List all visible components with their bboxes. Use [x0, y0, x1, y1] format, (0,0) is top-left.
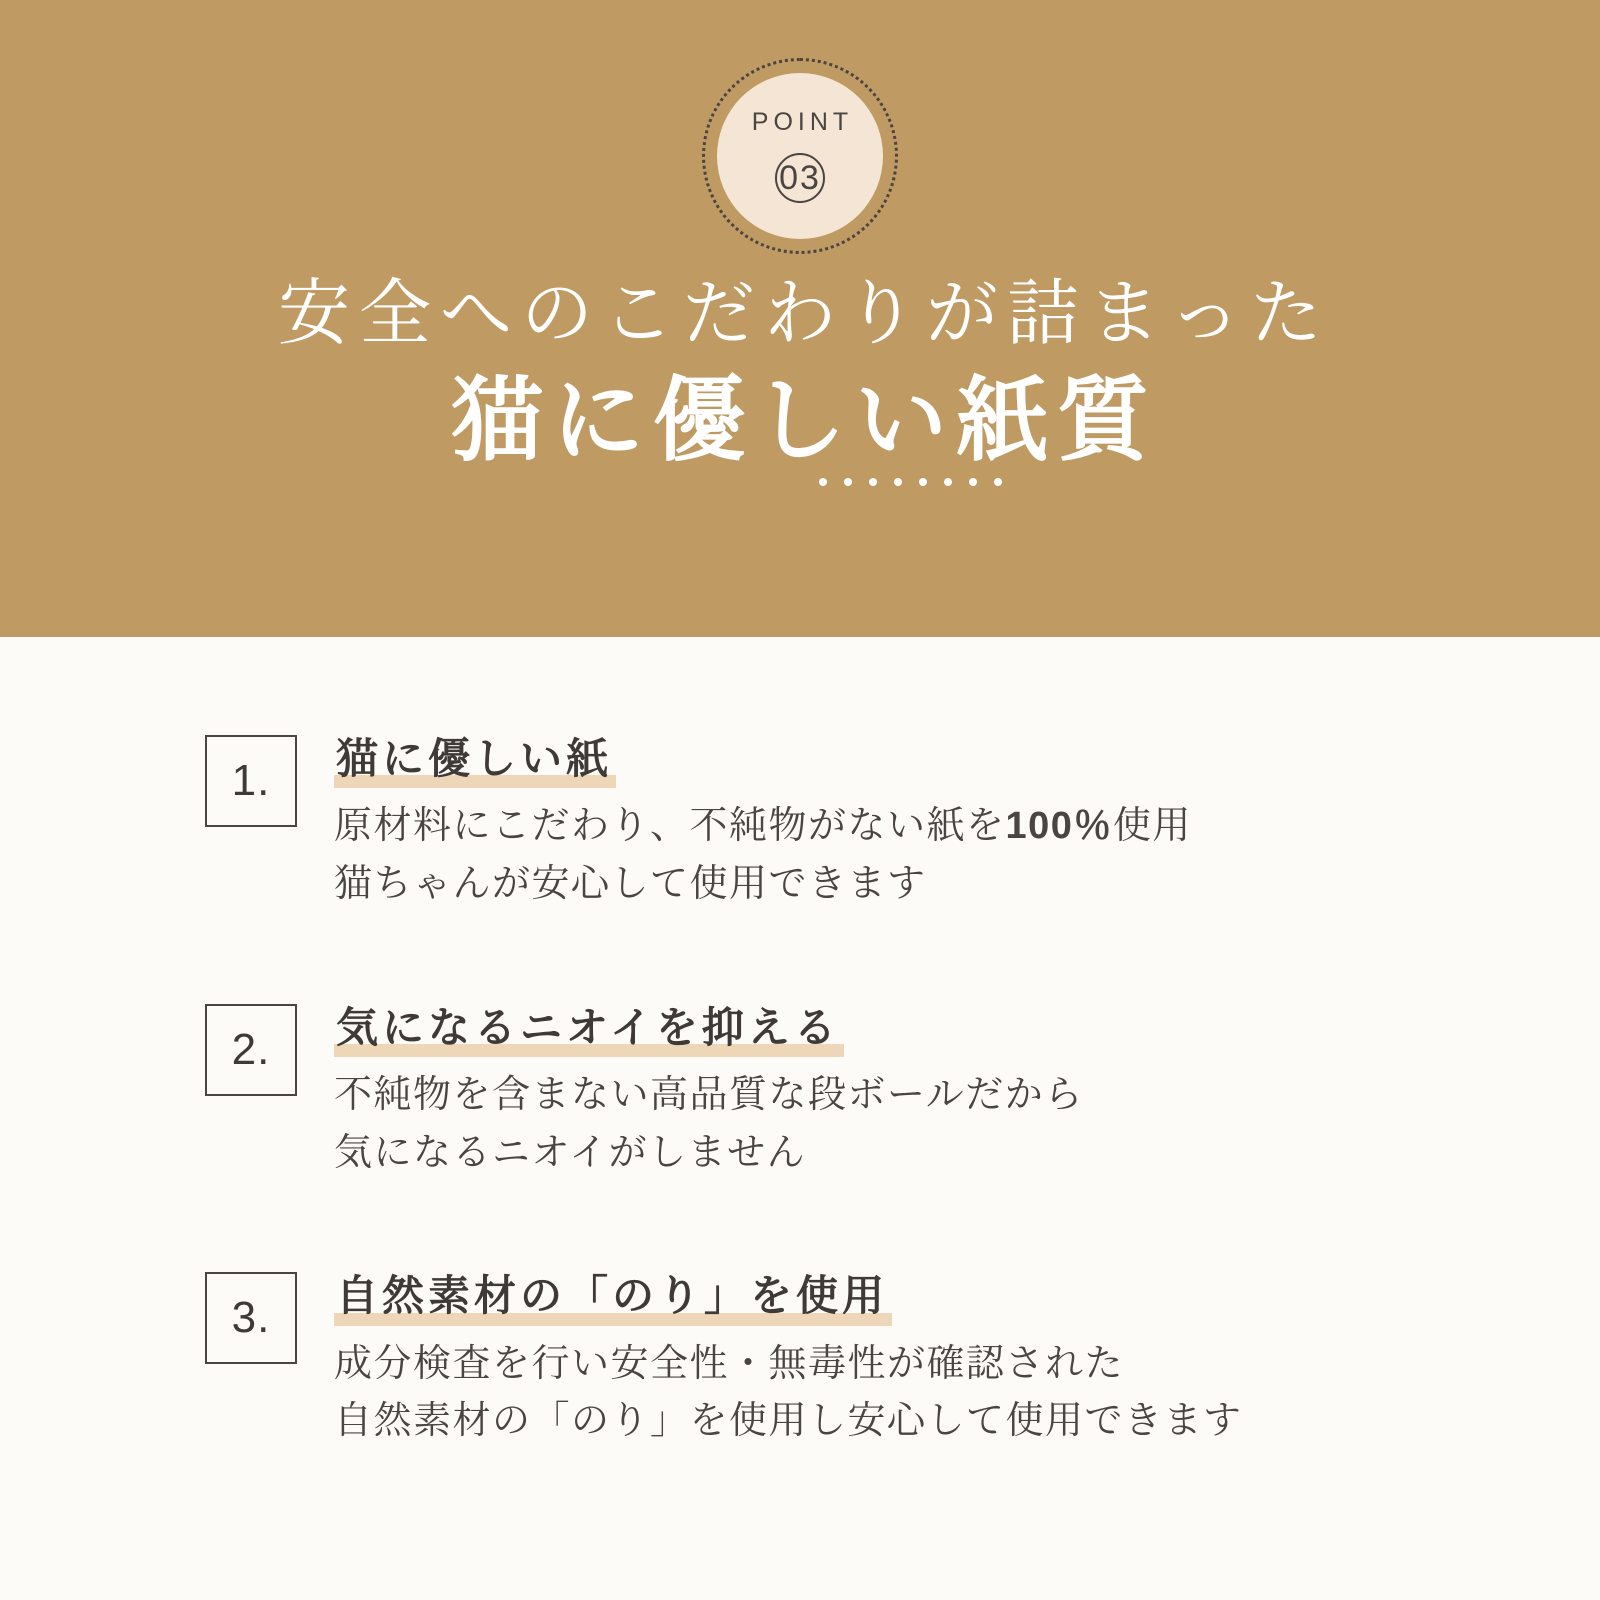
- list-item-body-line1: [334, 1067, 1084, 1125]
- dot: [819, 478, 827, 486]
- list-item-body: [334, 798, 1192, 914]
- list-item-texts: [334, 998, 1084, 1183]
- dot: [969, 478, 977, 486]
- list-item-number: 1.: [231, 756, 271, 805]
- point-badge-label: POINT: [751, 107, 854, 136]
- hero-title-line2: 猫に優しい紙質: [450, 369, 1158, 472]
- list-item-body-line2: 気になるニオイがしません: [334, 1131, 807, 1174]
- body-emphasis: 100％: [1005, 805, 1113, 848]
- hero-underline-dots: [0, 478, 1600, 486]
- dot: [994, 478, 1002, 486]
- dot: [944, 478, 952, 486]
- list-item-body-line2: 猫ちゃんが安心して使用できます: [334, 862, 927, 905]
- body-text: 成分検査を行い安全性・無毒性が確認された: [334, 1342, 1125, 1385]
- point-badge-number: [775, 141, 825, 203]
- hero-title: [0, 272, 1600, 486]
- list-item: [0, 729, 1600, 914]
- list-item-heading: 猫に優しい紙: [334, 733, 616, 788]
- list-item-number: 3.: [231, 1293, 271, 1343]
- dot: [894, 478, 902, 486]
- list-item-texts: [334, 729, 1192, 914]
- point-badge-inner: [717, 73, 883, 239]
- list-item-number: 2.: [231, 1024, 271, 1074]
- list-item-heading: 気になるニオイを抑える: [334, 1002, 844, 1057]
- list-item-body-line1: [334, 798, 1192, 856]
- list-item-texts: [334, 1266, 1243, 1451]
- feature-list: [0, 637, 1600, 1451]
- dot: [919, 478, 927, 486]
- list-item-number-box: [205, 1272, 297, 1364]
- list-item-body-line2: 自然素材の「のり」を使用し安心して使用できます: [334, 1400, 1243, 1443]
- list-item: [0, 998, 1600, 1183]
- list-item-body-line1: [334, 1336, 1243, 1394]
- list-item-body: [334, 1067, 1084, 1183]
- list-item-number-box: [205, 735, 297, 827]
- hero-banner: [0, 0, 1600, 637]
- list-item-number-box: [205, 1004, 297, 1096]
- list-item-heading: 自然素材の「のり」を使用: [334, 1270, 892, 1325]
- point-badge: [702, 58, 898, 254]
- list-item: [0, 1266, 1600, 1451]
- body-text: 不純物を含まない高品質な段ボールだから: [334, 1073, 1084, 1116]
- point-badge-number-value: 03: [775, 153, 825, 203]
- dot: [869, 478, 877, 486]
- dot: [844, 478, 852, 486]
- list-item-body: [334, 1336, 1243, 1452]
- hero-title-line1: 安全へのこだわりが詰まった: [277, 274, 1331, 354]
- body-text-post: 使用: [1112, 805, 1192, 848]
- body-text: 原材料にこだわり、不純物がない紙を: [334, 805, 1006, 848]
